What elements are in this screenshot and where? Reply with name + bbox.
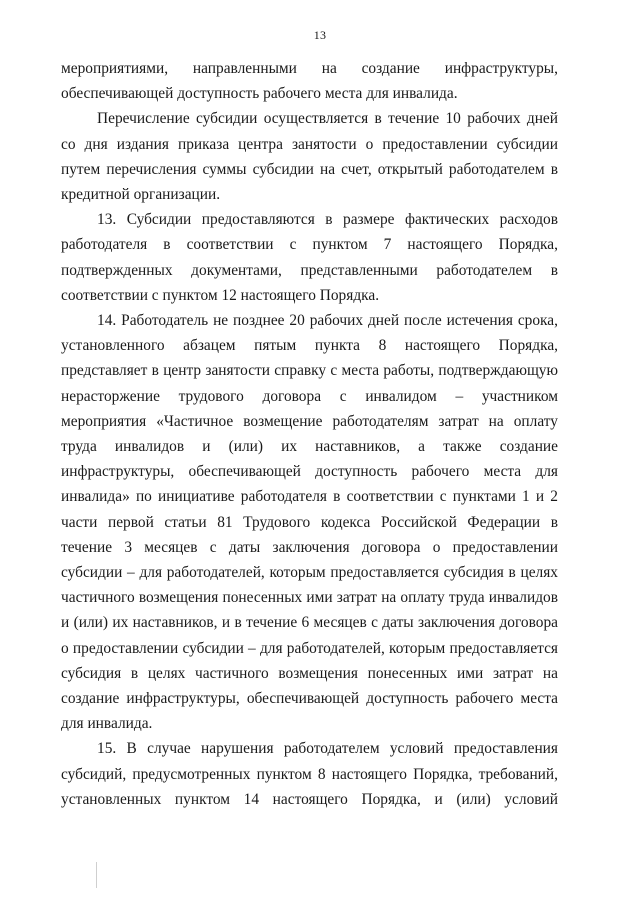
paragraph	[61, 308, 558, 736]
text-line: мероприятия «Частичное возмещение работодателям затрат на оплату	[61, 412, 558, 430]
paragraph	[61, 56, 558, 106]
text-line: мероприятиями, направленными на создание инфраструктуры,	[61, 60, 558, 77]
paragraph	[61, 207, 558, 308]
text-line: субсидий, предусмотренных пунктом 8 настоящего Порядка, требований,	[61, 765, 558, 783]
text-line: субсидии – для работодателей, которым предоставляется субсидия в целях	[61, 564, 558, 582]
text-line: обеспечивающей доступность рабочего места для инвалида.	[61, 85, 458, 103]
text-line: течение 3 месяцев с даты заключения договора о предоставлении	[61, 538, 558, 556]
paragraph	[61, 736, 558, 812]
text-line: части первой статьи 81 Трудового кодекса Российской Федерации в	[61, 513, 558, 531]
page-number: 13	[313, 28, 327, 42]
text-line: для инвалида.	[61, 715, 153, 733]
text-line: установленного абзацем пятым пункта 8 настоящего Порядка,	[61, 337, 558, 355]
text-line: соответствии с пунктом 12 настоящего Порядка.	[61, 286, 380, 304]
text-line: со дня издания приказа центра занятости о предоставлении субсидии	[61, 135, 558, 153]
text-line: 13. Субсидии предоставляются в размере фактических расходов	[97, 211, 558, 229]
paragraph	[61, 106, 558, 207]
text-line: работодателя в соответствии с пунктом 7 настоящего Порядка,	[61, 236, 558, 254]
text-line: нерасторжение трудового договора с инвалидом – участником	[61, 387, 558, 405]
document-body	[61, 56, 558, 812]
scan-artifact-line	[96, 862, 97, 888]
text-line: инфраструктуры, обеспечивающей доступность рабочего места для	[61, 463, 558, 481]
text-line: представляет в центр занятости справку с места работы, подтверждающую	[61, 362, 558, 380]
text-line: Перечисление субсидии осуществляется в течение 10 рабочих дней	[97, 110, 558, 128]
text-line: создание инфраструктуры, обеспечивающей доступность рабочего места	[61, 690, 558, 708]
text-line: частичного возмещения понесенных ими затрат на оплату труда инвалидов	[61, 589, 558, 607]
text-line: кредитной организации.	[61, 186, 221, 204]
text-line: о предоставлении субсидии – для работодателей, которым предоставляется	[61, 639, 558, 657]
text-line: труда инвалидов и (или) их наставников, а также создание	[61, 438, 558, 456]
text-line: 14. Работодатель не позднее 20 рабочих дней после истечения срока,	[97, 312, 558, 330]
text-line: инвалида» по инициативе работодателя в соответствии с пунктами 1 и 2	[61, 488, 558, 506]
text-line: подтвержденных документами, представленными работодателем в	[61, 261, 558, 279]
text-line: 15. В случае нарушения работодателем условий предоставления	[97, 740, 558, 758]
text-line: путем перечисления суммы субсидии на счет, открытый работодателем в	[61, 160, 558, 178]
text-line: установленных пунктом 14 настоящего Порядка, и (или) условий	[61, 790, 558, 808]
text-line: и (или) их наставников, и в течение 6 месяцев с даты заключения договора	[61, 614, 558, 632]
text-line: субсидия в целях частичного возмещения понесенных ими затрат на	[61, 664, 558, 682]
